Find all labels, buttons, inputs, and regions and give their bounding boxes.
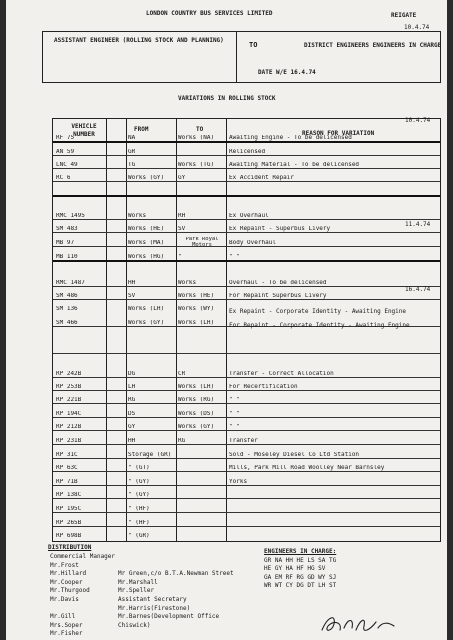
cell-to: CR bbox=[178, 371, 186, 377]
cell-from: " (GR) bbox=[128, 533, 150, 539]
distribution-entry: Commercial Manager bbox=[50, 553, 116, 560]
cell-vehicle: LNC 49 bbox=[56, 162, 78, 168]
cell-from: Works (GY) bbox=[128, 320, 165, 326]
row-rule bbox=[53, 246, 440, 247]
distribution-entry: Mr.Davis bbox=[50, 596, 79, 603]
distribution-entry: Mr.Frost bbox=[50, 561, 79, 569]
row-rule bbox=[53, 458, 440, 459]
cell-from: Works bbox=[128, 213, 147, 219]
cell-from: " (GT) bbox=[128, 465, 150, 471]
document-page bbox=[6, 0, 447, 640]
row-rule bbox=[53, 512, 440, 513]
cell-to: Works (WY) bbox=[178, 306, 215, 312]
cell-to: Works (LH) bbox=[178, 320, 215, 326]
engineer-codes-row: HE GY HA HF HG SV bbox=[264, 565, 326, 573]
row-rule bbox=[53, 141, 440, 143]
row-rule bbox=[53, 430, 440, 431]
cell-vehicle: RP 698B bbox=[56, 533, 82, 539]
row-rule bbox=[53, 417, 440, 418]
cell-reason: Sold - Moseley Diesel Co Ltd Station bbox=[229, 452, 360, 458]
cell-vehicle: AN 59 bbox=[56, 149, 75, 155]
row-rule bbox=[53, 353, 440, 354]
distribution-label: DISTRIBUTION bbox=[48, 544, 92, 551]
cell-vehicle: RP 265B bbox=[56, 520, 82, 526]
cell-reason: " " bbox=[229, 254, 240, 260]
section-date: 11.4.74 bbox=[405, 221, 431, 228]
cell-vehicle: MB 110 bbox=[56, 254, 78, 260]
col-divider bbox=[126, 119, 127, 541]
row-rule bbox=[53, 471, 440, 472]
row-rule bbox=[53, 403, 440, 404]
row-rule bbox=[53, 444, 440, 445]
cell-to: RH bbox=[178, 213, 186, 219]
cell-reason: Ex Overhaul bbox=[229, 213, 269, 219]
top-right-date: 10.4.74 bbox=[404, 24, 430, 31]
cell-vehicle: RP 195C bbox=[56, 506, 82, 512]
row-rule bbox=[53, 286, 440, 287]
cell-vehicle: RP 242B bbox=[56, 371, 82, 377]
cell-from: Works (HG) bbox=[128, 254, 165, 260]
cell-vehicle: SM 136 bbox=[56, 306, 78, 312]
cell-vehicle: MB 97 bbox=[56, 240, 75, 246]
cell-reason: Transfer - Correct Allocation bbox=[229, 371, 334, 377]
distribution-entry: Mr.Thurgood bbox=[50, 587, 90, 595]
header-divider bbox=[236, 32, 237, 82]
distribution-entry: Mr.Gill bbox=[50, 613, 76, 621]
cell-to: Works (LH) bbox=[178, 384, 215, 390]
cell-reason: Mills, Park Mill Road Woolley Near Barnsley bbox=[229, 465, 385, 471]
cell-from: HH bbox=[128, 280, 136, 286]
cell-from: Works (GY) bbox=[128, 175, 165, 181]
cell-from: " (HF) bbox=[128, 506, 150, 512]
cell-vehicle: RF 75 bbox=[56, 135, 75, 141]
signature-icon bbox=[318, 612, 402, 636]
distribution-entry: Mr Green,c/o B.T.A.Newman Street bbox=[118, 570, 234, 578]
row-rule bbox=[53, 168, 440, 169]
cell-reason: Ex Repaint - Corporate Identity - Awaiting Engine bbox=[229, 308, 407, 315]
cell-reason: Transfer bbox=[229, 438, 258, 444]
cell-reason: Awaiting Engine - To be delicensed bbox=[229, 135, 352, 141]
cell-from: DG bbox=[128, 371, 136, 377]
cell-reason: For Repaint - Corporate Identity - Awaiting Engine bbox=[229, 322, 410, 329]
row-rule bbox=[53, 219, 440, 220]
cell-to: Works bbox=[178, 280, 197, 286]
cell-reason: Ex Accident Repair bbox=[229, 175, 295, 181]
distribution-entry: Mr.Speller bbox=[118, 587, 155, 595]
cell-reason: Body Overhaul bbox=[229, 240, 276, 246]
cell-from: " (GY) bbox=[128, 492, 150, 498]
cell-reason: Overhaul - To be delicensed bbox=[229, 280, 327, 286]
cell-to: Works (DS) bbox=[178, 411, 215, 417]
row-rule bbox=[53, 498, 440, 499]
document-title: VARIATIONS IN ROLLING STOCK bbox=[178, 95, 276, 102]
cell-from: Storage (GR) bbox=[128, 452, 172, 458]
cell-vehicle: RP 71B bbox=[56, 479, 78, 485]
from-title: ASSISTANT ENGINEER (ROLLING STOCK AND PLANNING) bbox=[54, 37, 224, 44]
row-rule bbox=[53, 299, 440, 300]
cell-from: NA bbox=[128, 135, 136, 141]
cell-from: HH bbox=[128, 438, 136, 444]
cell-vehicle: RP 31C bbox=[56, 452, 78, 458]
cell-vehicle: RP 221B bbox=[56, 397, 82, 403]
cell-from: Works (HE) bbox=[128, 226, 165, 232]
cell-from: " (GY) bbox=[128, 479, 150, 485]
cell-to: Works (TG) bbox=[178, 162, 215, 168]
col-divider bbox=[106, 119, 107, 541]
cell-from: GR bbox=[128, 149, 136, 155]
cell-reason: " " bbox=[229, 424, 240, 430]
distribution-entry: Assistant Secretary bbox=[118, 596, 187, 603]
cell-to: Works (RG) bbox=[178, 397, 215, 403]
engineer-codes-row: GA EM RF RG GD WY SJ bbox=[264, 573, 337, 581]
distribution-entry: Chiswick) bbox=[118, 621, 151, 629]
to-title: DISTRICT ENGINEERS ENGINEERS IN CHARGE bbox=[304, 42, 442, 49]
cell-to: Works (GY) bbox=[178, 424, 215, 430]
col-header-from: FROM bbox=[134, 126, 149, 133]
cell-from: " (HF) bbox=[128, 520, 150, 526]
section-date: 10.4.74 bbox=[405, 117, 431, 124]
cell-vehicle: SM 483 bbox=[56, 226, 78, 232]
cell-vehicle: RP 212B bbox=[56, 424, 82, 430]
cell-vehicle: RP 63C bbox=[56, 465, 78, 471]
cell-from: Works (MA) bbox=[128, 240, 165, 246]
row-rule bbox=[53, 232, 440, 233]
cell-to: RG bbox=[178, 438, 186, 444]
distribution-entry: Mr.Barnes(Development Office bbox=[118, 613, 220, 621]
cell-from: RG bbox=[128, 397, 136, 403]
col-divider bbox=[226, 119, 227, 541]
row-rule bbox=[53, 390, 440, 391]
cell-from: TG bbox=[128, 162, 136, 168]
cell-to: Park Royal Motors bbox=[185, 237, 219, 248]
col-header-to: TO bbox=[196, 126, 204, 133]
cell-vehicle: RC 6 bbox=[56, 175, 71, 181]
cell-to: Works (NA) bbox=[178, 135, 215, 141]
cell-reason: Ex Repaint - Superbus Livery bbox=[229, 226, 331, 232]
cell-reason: For Recertification bbox=[229, 384, 298, 390]
row-rule bbox=[53, 260, 440, 262]
cell-reason: Yorks bbox=[229, 479, 248, 485]
cell-reason: Awaiting Material - To be delicensed bbox=[229, 162, 360, 168]
row-rule bbox=[53, 181, 440, 182]
cell-reason: Relicensed bbox=[229, 149, 266, 155]
cell-from: GY bbox=[128, 424, 136, 430]
distribution-entry: Mr.Hillard bbox=[50, 570, 87, 578]
engineer-codes-row: GR NA HH HE LS SA TG bbox=[264, 557, 337, 564]
distribution-entry: Mr.Marshall bbox=[118, 578, 158, 586]
row-rule bbox=[53, 526, 440, 527]
cell-vehicle: RMC 1487 bbox=[56, 280, 85, 286]
section-date: 16.4.74 bbox=[405, 286, 431, 293]
cell-to: Works (HE) bbox=[178, 293, 215, 299]
cell-vehicle: SM 486 bbox=[56, 293, 78, 299]
row-rule bbox=[53, 485, 440, 486]
cell-vehicle: RP 231B bbox=[56, 438, 82, 444]
col-header-vehicle: VEHICLE NUMBER bbox=[71, 123, 97, 138]
engineers-label: ENGINEERS IN CHARGE: bbox=[264, 548, 337, 555]
cell-reason: " " bbox=[229, 411, 240, 417]
distribution-entry: Mr.Harris(Firestone) bbox=[118, 604, 191, 612]
cell-to: " bbox=[178, 254, 182, 260]
to-label: TO bbox=[249, 41, 258, 49]
cell-vehicle: RMC 1495 bbox=[56, 213, 85, 219]
row-rule bbox=[53, 155, 440, 156]
cell-to: SV bbox=[178, 226, 186, 232]
cell-vehicle: RP 194C bbox=[56, 411, 82, 417]
cell-reason: " " bbox=[229, 397, 240, 403]
distribution-entry: Mr.Fisher bbox=[50, 630, 83, 638]
col-divider bbox=[176, 119, 177, 541]
cell-from: Works (LH) bbox=[128, 306, 165, 312]
engineer-codes-row: WR WT CY DG DT LH ST bbox=[264, 582, 337, 590]
cell-vehicle: SM 466 bbox=[56, 320, 78, 326]
cell-from: DS bbox=[128, 411, 136, 417]
distribution-entry: Mrs.Soper bbox=[50, 621, 83, 629]
row-rule bbox=[53, 377, 440, 378]
cell-reason: For Repaint Superbus Livery bbox=[229, 293, 327, 299]
cell-to: GY bbox=[178, 175, 186, 181]
col-header-reason: REASON FOR VARIATION bbox=[302, 130, 375, 137]
cell-vehicle: RP 253B bbox=[56, 384, 82, 390]
row-rule bbox=[53, 195, 440, 197]
date-line: DATE W/E 16.4.74 bbox=[258, 69, 316, 76]
cell-vehicle: RP 138C bbox=[56, 492, 82, 498]
cell-from: LH bbox=[128, 384, 136, 390]
company-name: LONDON COUNTRY BUS SERVICES LIMITED bbox=[146, 10, 273, 17]
location: REIGATE bbox=[391, 12, 417, 19]
distribution-entry: Mr.Cooper bbox=[50, 578, 83, 586]
cell-from: SV bbox=[128, 293, 136, 299]
